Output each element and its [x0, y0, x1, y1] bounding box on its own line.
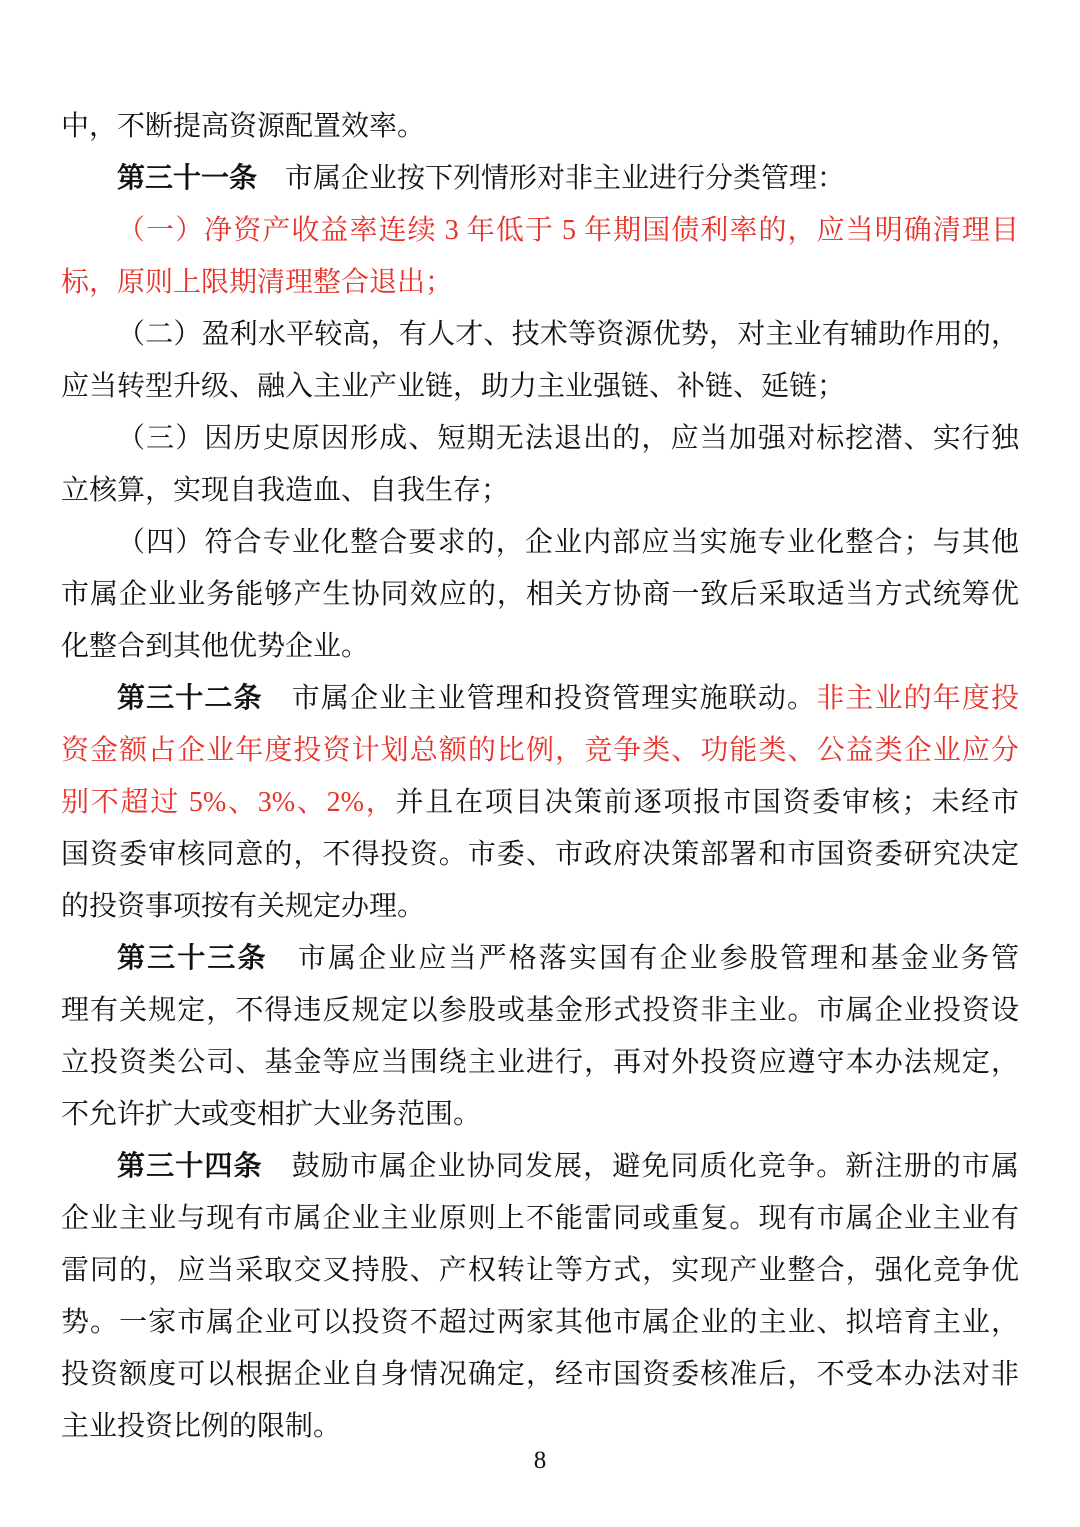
text-line [61, 829, 1019, 881]
document-body [61, 101, 1019, 1453]
text-line [61, 153, 1019, 205]
text-line [61, 517, 1019, 569]
article-number: 第三十二条 [117, 683, 263, 714]
text-line [61, 205, 1019, 257]
paragraph [61, 205, 1019, 309]
text-line [61, 1037, 1019, 1089]
paragraph [61, 933, 1019, 1141]
highlighted-text-run: 非主业的年度投 [816, 683, 1019, 714]
text-line [61, 1193, 1019, 1245]
text-line [61, 257, 1019, 309]
text-run: （三）因历史原因形成、短期无法退出的，应当加强对标挖潜、实行独 [117, 423, 1019, 454]
text-line [61, 725, 1019, 777]
text-run: （四）符合专业化整合要求的，企业内部应当实施专业化整合；与其他 [117, 527, 1019, 558]
text-run: 国资委审核同意的，不得投资。市委、市政府决策部署和市国资委研究决定 [61, 839, 1019, 870]
text-run: 立核算，实现自我造血、自我生存； [61, 475, 510, 506]
text-line [61, 1245, 1019, 1297]
paragraph [61, 1141, 1019, 1453]
text-line [61, 569, 1019, 621]
text-line [61, 673, 1019, 725]
text-run: 市属企业按下列情形对非主业进行分类管理： [257, 163, 846, 194]
text-run: （二）盈利水平较高，有人才、技术等资源优势，对主业有辅助作用的， [117, 319, 1019, 350]
text-line [61, 1297, 1019, 1349]
paragraph [61, 673, 1019, 933]
text-line [61, 361, 1019, 413]
text-line [61, 985, 1019, 1037]
highlighted-text-run: 标，原则上限期清理整合退出； [61, 267, 454, 298]
text-run: 鼓励市属企业协同发展，避免同质化竞争。新注册的市属 [262, 1151, 1019, 1182]
paragraph [61, 153, 1019, 205]
text-run: 中，不断提高资源配置效率。 [61, 111, 426, 142]
text-run: 并且在项目决策前逐项报市国资委审核；未经市 [395, 787, 1019, 818]
text-run: 立投资类公司、基金等应当围绕主业进行，再对外投资应遵守本办法规定， [61, 1047, 1019, 1078]
text-run: 理有关规定，不得违反规定以参股或基金形式投资非主业。市属企业投资设 [61, 995, 1019, 1026]
text-line [61, 1089, 1019, 1141]
text-line [61, 1141, 1019, 1193]
highlighted-text-run: 别不超过 5%、3%、2%， [61, 787, 396, 818]
paragraph [61, 413, 1019, 517]
text-line [61, 777, 1019, 829]
paragraph [61, 517, 1019, 673]
text-line [61, 101, 1019, 153]
text-run: 市属企业主业管理和投资管理实施联动。 [262, 683, 817, 714]
paragraph [61, 309, 1019, 413]
highlighted-text-run: （一）净资产收益率连续 3 年低于 5 年期国债利率的，应当明确清理目 [117, 215, 1019, 246]
text-run: 主业投资比例的限制。 [61, 1411, 342, 1442]
article-number: 第三十四条 [117, 1151, 263, 1182]
text-run: 市属企业业务能够产生协同效应的，相关方协商一致后采取适当方式统筹优 [61, 579, 1019, 610]
page-number: 8 [533, 1447, 547, 1474]
text-run: 企业主业与现有市属企业主业原则上不能雷同或重复。现有市属企业主业有 [61, 1203, 1019, 1234]
text-run: 的投资事项按有关规定办理。 [61, 891, 426, 922]
text-line [61, 933, 1019, 985]
text-run: 化整合到其他优势企业。 [61, 631, 370, 662]
text-run: 投资额度可以根据企业自身情况确定，经市国资委核准后，不受本办法对非 [61, 1359, 1019, 1390]
text-run: 应当转型升级、融入主业产业链，助力主业强链、补链、延链； [61, 371, 846, 402]
article-number: 第三十一条 [117, 163, 258, 194]
highlighted-text-run: 资金额占企业年度投资计划总额的比例，竞争类、功能类、公益类企业应分 [61, 735, 1019, 766]
text-line [61, 621, 1019, 673]
text-line [61, 881, 1019, 933]
paragraph [61, 101, 1019, 153]
text-run: 不允许扩大或变相扩大业务范围。 [61, 1099, 482, 1130]
text-run: 市属企业应当严格落实国有企业参股管理和基金业务管 [267, 943, 1019, 974]
text-line [61, 413, 1019, 465]
text-run: 势。一家市属企业可以投资不超过两家其他市属企业的主业、拟培育主业， [61, 1307, 1019, 1338]
text-run: 雷同的，应当采取交叉持股、产权转让等方式，实现产业整合，强化竞争优 [61, 1255, 1019, 1286]
text-line [61, 309, 1019, 361]
text-line [61, 465, 1019, 517]
article-number: 第三十三条 [117, 943, 268, 974]
text-line [61, 1349, 1019, 1401]
